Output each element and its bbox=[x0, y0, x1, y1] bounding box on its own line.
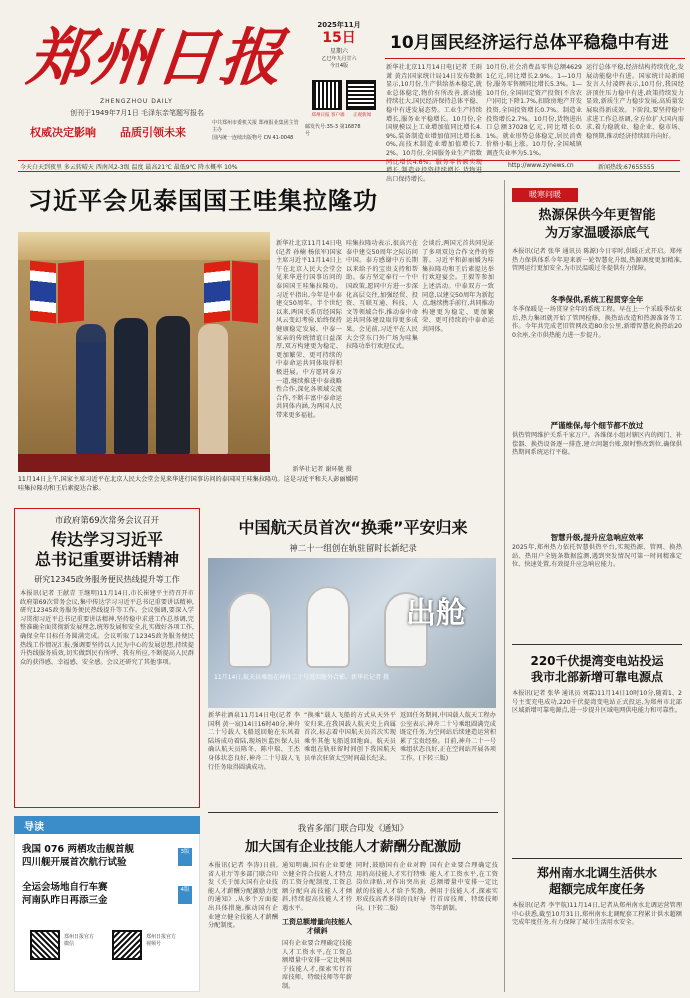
right-body3: 供热管网维护关系千家万户。各维保小组对辖区内的阀门、补偿器、换热设备逐一排查,建立问题台账,限时整改到位,确保供热期间系统运行平稳。 bbox=[512, 432, 682, 457]
figure-queen bbox=[76, 324, 106, 454]
state-visit-photo bbox=[18, 232, 270, 472]
photo-caption: 11月14日上午,国家主席习近平在北京人民大会堂会见来华进行国事访问的泰国国王哇集拉隆功。这是习近平和夫人彭丽媛同哇集拉隆功和王后素提达合影。 bbox=[18, 476, 358, 492]
bottom-col1: 本报讯(记者 李涛)日前,省人社厅等多部门联合印发《关于加大国有企业技能人才薪酬分配激励力度的通知》,从多个方面提出具体措施,推动国有企业建立健全技能人才薪酬分配制度。 bbox=[208, 862, 278, 930]
feature-body: 本报讯(记者 王献青 王继明)11月14日,市长崔建平主持召开市政府第69次常务会议,集中传达学习习近平总书记重要讲话精神,研究12345政务服务便民热线提升等工作。会议强调,要深入学习贯彻习近平总书记重要讲话精神,坚持稳中求进工作总基调,完整准确全面贯彻新发展理念,统筹发展和安全,扎实做好各项工作,确保全年目标任务圆满完成。会议听取了12345政务服务便民热线工作情况汇报,强调要坚持以人民为中心的发展思想,持续提升热线服务质效,切实做到民有所呼、我有所应,不断提高人民群众的获得感、幸福感、安全感。会议还研究了其他事项。 bbox=[20, 590, 194, 666]
right-sub1: 冬季保供,系统工程贯穿全年 bbox=[550, 295, 644, 304]
date-day: 15日 bbox=[322, 30, 356, 46]
figure-king bbox=[114, 318, 148, 454]
bottom-col4: 同时,鼓励国有企业对聘用的高技能人才实行特殊岗位津贴,对作出突出贡献的技能人才给予奖励,形成技高者多得的良好导向。(下转二版) bbox=[356, 862, 426, 912]
right-h3b: 超额完成年度任务 bbox=[548, 882, 645, 896]
thai-flag-right bbox=[204, 261, 230, 324]
top-story-col2: 10月份,社会消费品零售总额46291亿元,同比增长2.9%。1—10月份,服务零售额同比增长5.3%。1—10月份,全国固定资产投资(不含农户)同比下降1.7%,扣除房地产开发投资,全国投资增长0.7%。制造业投资增长2.7%。10月份,货物进出口总额37028亿元,同比增长0.1%。就业形势总体稳定,居民消费价格小幅上涨。10月份,全国城镇调查失业率为5.1%。 bbox=[486, 64, 582, 157]
right-sub3: 智慧升级,提升应急响应效率 bbox=[550, 533, 644, 542]
postal-info: 邮发代号:35-3 第16878号 bbox=[305, 124, 361, 137]
guide-qr-wechat-caption: 郑州日报官方微信 bbox=[64, 934, 95, 947]
guide-qr-video-caption: 郑州日报官方视频号 bbox=[146, 934, 177, 947]
right-h3a: 郑州南水北调生活供水 bbox=[536, 866, 657, 880]
date-block bbox=[308, 20, 370, 69]
qr-app-caption: 郑州日报 客户端 bbox=[311, 113, 345, 118]
right-body6: 本报讯(记者 李宇航)11月14日,记者从郑州南水北调运营管理中心获悉,截至10月31日,郑州南水北调配套工程累计供水超额完成年度任务,有力保障了城市生活用水安全。 bbox=[512, 902, 682, 927]
lunar-date: 乙巳年九月廿六 bbox=[321, 56, 357, 62]
guide-page-1[interactable]: 3版 bbox=[178, 848, 192, 866]
masthead bbox=[0, 0, 690, 183]
right-sub2: 严谨维保,每个细节都不放过 bbox=[550, 421, 644, 430]
astronaut-1 bbox=[228, 592, 272, 668]
figure-xi bbox=[156, 316, 190, 454]
right-h2b: 我市北部新增可靠电源点 bbox=[530, 670, 663, 684]
photo-credit: 新华社记者 谢环驰 摄 bbox=[292, 466, 352, 473]
cn-info: 国内统一连续出版物号 CN 41-0048 bbox=[212, 135, 294, 141]
date-year-month: 2025年11月 bbox=[317, 21, 361, 29]
slogan-right: 品质引领未来 bbox=[120, 126, 186, 139]
qr-zhengguan-caption: 正观新闻 bbox=[353, 113, 371, 118]
right-h1b: 为万家温暖添底气 bbox=[544, 226, 649, 241]
right-divider-1 bbox=[512, 644, 682, 645]
guide-item-1b[interactable]: 四川舰开展首次航行试验 bbox=[22, 857, 127, 868]
thai-flag-left bbox=[30, 261, 56, 324]
right-h2a: 220千伏提湾变电站投运 bbox=[530, 654, 664, 668]
right-body4: 2025年,郑州热力依托智慧供热平台,实现热源、管网、换热站、热用户全链条数据监测,遇到突发情况可第一时间精准定位、快速处置,有效提升应急响应能力。 bbox=[512, 544, 682, 569]
aside-label: 暖寒问暖 bbox=[512, 188, 578, 202]
big-calligraphy: 出舱 bbox=[406, 596, 466, 631]
china-flag-left bbox=[58, 261, 84, 324]
shenzhou-col1: 新华社酒泉11月14日电(记者 李国利 黄一宸)14日16时40分,神舟二十号载人飞船返回舱在东风着陆场成功着陆,现场医监医保人员确认航天员陈冬、陈中瑞、王杰身体状态良好,神舟二十号载人飞行任务取得圆满成功。 bbox=[208, 712, 300, 771]
qr-code-zhengguan[interactable] bbox=[346, 80, 376, 110]
top-story-rule bbox=[385, 58, 685, 59]
guide-qr-wechat[interactable] bbox=[30, 930, 60, 960]
shenzhou-col3: 返回任务期间,中国载人航天工程办公室表示,神舟二十号乘组圆满完成既定任务,为空间站后续建造运营积累了宝贵经验。目前,神舟二十一号乘组状态良好,正在空间站开展各项工作。(下转三版) bbox=[400, 712, 496, 762]
bottom-kicker: 我省多部门联合印发《通知》 bbox=[297, 824, 409, 834]
shenzhou-headline: 中国航天员首次“换乘”平安归来 bbox=[238, 518, 468, 537]
shenzhou-subhead: 神二十一组创在轨驻留时长新纪录 bbox=[289, 544, 417, 554]
hotline: 新闻热线:67655555 bbox=[598, 164, 655, 171]
guide-page-2[interactable]: 4版 bbox=[178, 886, 192, 904]
right-body5: 本报讯(记者 张华 通讯员 刘霖)11月14日10时10分,随着1、2号主变充电成功,220千伏提湾变电站正式投运,为郑州市北部区域新增可靠电源点,进一步提升区域电网供电能力和可靠性。 bbox=[512, 690, 682, 715]
page-count: 今日4版 bbox=[329, 63, 349, 69]
column-divider bbox=[504, 180, 505, 992]
lead-col2: 哇集拉隆功表示,很高兴在泰中建交50周年之际访问中国。泰方感谢中方长期以来给予的宝贵支持和帮助。泰方坚定奉行一个中国政策,愿同中方进一步深化高层交往,加强经贸、投资、互联互通、科技、人文等领域合作,推动泰中命运共同体建设取得更多成果。会见前,习近平在人民大会堂东门外广场为哇集拉隆功举行欢迎仪式。 bbox=[346, 240, 418, 351]
weather-text: 今天白天到夜里 多云转晴天 西南风2-3级 温度 最高21℃ 最低9℃ 降水概率 10% bbox=[20, 164, 238, 171]
bottom-headline: 加大国有企业技能人才薪酬分配激励 bbox=[245, 839, 461, 855]
bottom-col3: 国有企业要合理确定技能人才工资水平,在工资总额增量中安排一定比例用于技能人才,探索实行首席技师、特级技师等年薪制。 bbox=[282, 940, 352, 990]
guide-item-1a[interactable]: 我国 076 两栖攻击舰首舰 bbox=[22, 844, 134, 855]
feature-deck: 研究12345政务服务便民热线提升等工作 bbox=[34, 575, 180, 584]
feature-headline-2: 总书记重要讲话精神 bbox=[34, 550, 179, 569]
top-story-headline: 10月国民经济运行总体平稳稳中有进 bbox=[390, 33, 669, 53]
website[interactable]: http://www.zynews.cn bbox=[508, 162, 574, 169]
guide-title-bar bbox=[14, 816, 200, 834]
bottom-divider bbox=[208, 812, 498, 813]
china-flag-right bbox=[232, 261, 258, 324]
right-h1a: 热源保供今年更智能 bbox=[538, 208, 656, 223]
chandelier bbox=[18, 232, 270, 260]
right-body2: 冬季保暖是一场贯穿全年的系统工程。早在上一个采暖季结束后,热力集团就开始了管网检修、换热站改造和热源准备等工作。今年共完成老旧管网改造80余公里,新增智慧化换热站200余座,全市供热能力进一步提升。 bbox=[512, 306, 682, 339]
weather-strip bbox=[18, 160, 680, 172]
bottom-col2: 通知明确,国有企业要建立健全符合技能人才特点的工资分配制度,工资总额分配向高技能人才倾斜,持续提高技能人才待遇水平。 bbox=[282, 862, 352, 912]
guide-item-2b[interactable]: 河南队昨日再添三金 bbox=[22, 895, 108, 906]
right-body1: 本报讯(记者 张华 通讯员 陈源)今日零时,供暖正式开启。郑州热力保供体系今年迎来新一轮智慧化升级,热源调度更加精准,管网运行更加安全,为市民温暖过冬提供有力保障。 bbox=[512, 248, 682, 273]
right-divider-2 bbox=[512, 858, 682, 859]
bottom-col5: 国有企业要合理确定技能人才工资水平,在工资总额增量中安排一定比例用于技能人才,探索实行首席技师、特级技师等年薪制。 bbox=[430, 862, 498, 912]
shenzhou-col2: “换乘”载人飞船的方式从天外平安归来,在我国载人航天史上尚属首次,标志着中国航天员首次实现乘坐其他飞船返回地面。航天员乘组在轨驻留时间创下我国航天员单次驻留太空时间最长纪录。 bbox=[304, 712, 396, 762]
guide-item-2a[interactable]: 全运会场地自行车赛 bbox=[22, 882, 108, 893]
masthead-founded: 创刊于1949年7月1日 毛泽东亲笔题写报名 bbox=[70, 109, 204, 117]
figure-peng bbox=[198, 324, 228, 454]
feature-kicker: 市政府第69次常务会议召开 bbox=[54, 516, 160, 526]
top-story-col3: 运行总体平稳,经济结构持续优化,发展动能稳中有进。国家统计局新闻发言人付凌晖表示,10月份,我国经济顶住压力稳中有进,政策持续发力显效,新质生产力稳步发展,高质量发展取得新成效。下阶段,要坚持稳中求进工作总基调,全方位扩大国内需求,着力稳就业、稳企业、稳市场、稳预期,推动经济持续回升向好。 bbox=[586, 64, 684, 140]
bottom-subhead: 工资总额增量向技能人才倾斜 bbox=[282, 918, 352, 935]
qr-code-app[interactable] bbox=[312, 80, 342, 110]
photo-overlay-caption: 11月14日,航天员乘组在神舟二十号返回舱外合影。新华社记者 摄 bbox=[214, 674, 390, 681]
lead-col3: 会谈后,两国元首共同见证了多项双边合作文件的签署。习近平和彭丽媛为哇集拉隆功和王后素提达举行欢迎宴会。王毅等参加上述活动。中泰双方一致同意,以建交50周年为新起点,继续携手前行,共同推动构建更为稳定、更加繁荣、更可持续的中泰命运共同体。 bbox=[422, 240, 494, 333]
top-story-col1: 新华社北京11月14日电(记者 王雨萧 黄垚)国家统计局14日发布数据显示,10月份,生产供给基本稳定,就业总体稳定,物价有所改善,新动能持续壮大,国民经济保持总体平稳、稳中有进发展态势。工业生产持续增长,服务业平稳增长。10月份,全国规模以上工业增加值同比增长4.9%,装备制造业增加值同比增长8.0%,高技术制造业增加值增长7.2%。10月份,全国服务业生产指数同比增长4.6%。服务零售额实现增长,制造业投资持续增长,货物进出口保持增长。 bbox=[386, 64, 482, 183]
publisher-info: 中共郑州市委机关报 郑州报业集团主管主办 bbox=[212, 120, 299, 133]
slogan-left: 权威决定影响 bbox=[30, 126, 96, 139]
feature-headline-1: 传达学习习近平 bbox=[50, 530, 163, 549]
lead-col1: 新华社北京11月14日电(记者 孙楠 杨依军)国家主席习近平11月14日上午在北京人民大会堂会见来华进行国事访问的泰国国王哇集拉隆功。习近平指出,今年是中泰建交50周年。半个世纪以来,两国关系历经国际风云变幻考验,始终保持健康稳定发展。中泰一家亲的传统情谊日益深厚,双方构建更为稳定、更加繁荣、更可持续的中泰命运共同体取得积极进展。中方愿同泰方一道,继续推进中泰战略性合作,深化各领域交流合作,不断丰富中泰命运共同体内涵,为两国人民带来更多福祉。 bbox=[276, 240, 342, 419]
masthead-title: 郑州日报 bbox=[24, 21, 288, 94]
guide-qr-video[interactable] bbox=[112, 930, 142, 960]
astronauts-photo bbox=[208, 558, 496, 708]
astronaut-2 bbox=[306, 586, 350, 668]
masthead-english: ZHENGZHOU DAILY bbox=[100, 98, 173, 105]
guide-title: 导读 bbox=[24, 822, 44, 833]
weekday: 星期六 bbox=[329, 48, 348, 55]
lead-headline: 习近平会见泰国国王哇集拉隆功 bbox=[28, 187, 378, 215]
